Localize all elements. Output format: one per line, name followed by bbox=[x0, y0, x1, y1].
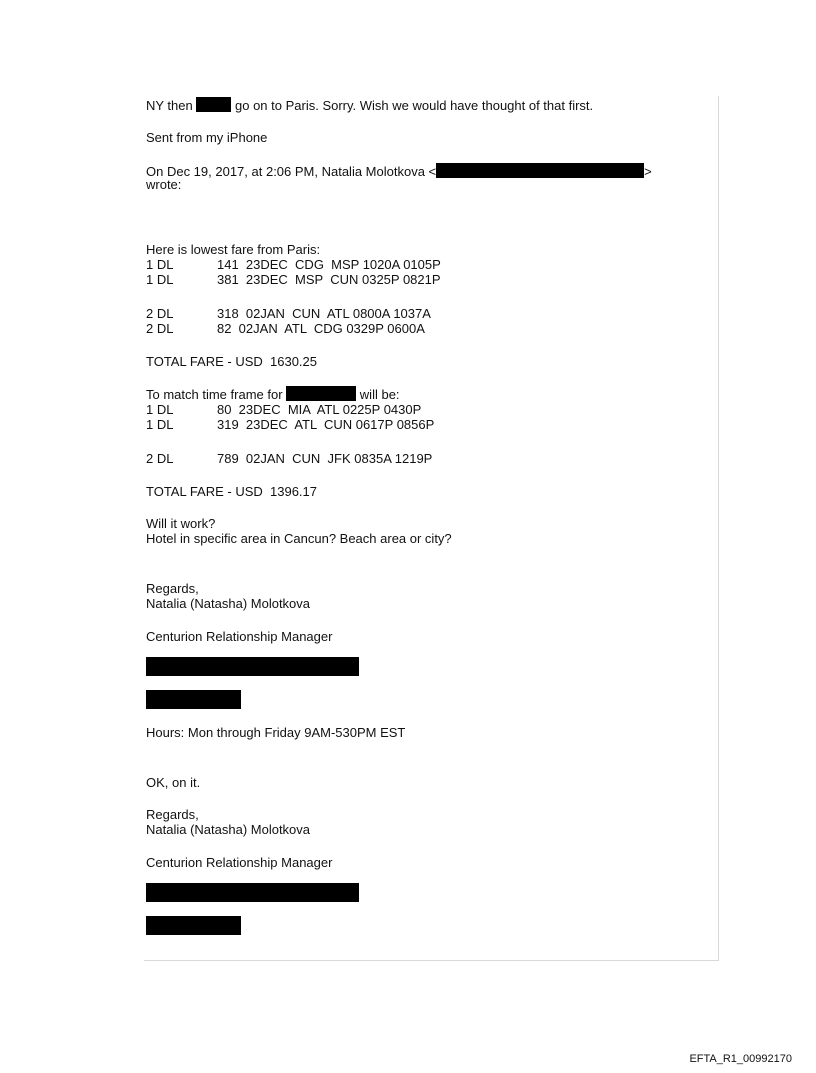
flight-detail: 789 02JAN CUN JFK 0835A 1219P bbox=[217, 451, 433, 466]
flight-row bbox=[146, 272, 441, 287]
match-heading bbox=[146, 386, 400, 402]
flight-code: 2 DL bbox=[146, 451, 174, 466]
regards-line: Regards, bbox=[146, 581, 199, 596]
flight-row bbox=[146, 257, 441, 272]
question-line: Hotel in specific area in Cancun? Beach area or city? bbox=[146, 531, 452, 546]
flight-code: 2 DL bbox=[146, 321, 174, 336]
signature-name: Natalia (Natasha) Molotkova bbox=[146, 596, 311, 611]
flight-detail: 141 23DEC CDG MSP 1020A 0105P bbox=[217, 257, 441, 272]
flight-code: 1 DL bbox=[146, 402, 174, 417]
flight-row bbox=[146, 402, 421, 417]
flight-detail: 319 23DEC ATL CUN 0617P 0856P bbox=[217, 417, 435, 432]
lowest-fare-heading: Here is lowest fare from Paris: bbox=[146, 242, 321, 257]
sent-from-line: Sent from my iPhone bbox=[146, 130, 268, 145]
quote-header-close: > bbox=[644, 164, 652, 179]
quote-header-line bbox=[146, 163, 652, 179]
flight-code: 1 DL bbox=[146, 272, 174, 287]
regards-line: Regards, bbox=[146, 807, 199, 822]
question-line: Will it work? bbox=[146, 516, 216, 531]
flight-detail: 381 23DEC MSP CUN 0325P 0821P bbox=[217, 272, 441, 287]
redacted-block bbox=[146, 883, 359, 902]
intro-text-start: NY then bbox=[146, 98, 193, 113]
flight-detail: 318 02JAN CUN ATL 0800A 1037A bbox=[217, 306, 431, 321]
match-text-end: will be: bbox=[359, 387, 400, 402]
redacted-block bbox=[146, 690, 241, 709]
signature-name: Natalia (Natasha) Molotkova bbox=[146, 822, 311, 837]
redacted-email bbox=[436, 163, 644, 178]
signature-title: Centurion Relationship Manager bbox=[146, 629, 333, 644]
intro-text-end: go on to Paris. Sorry. Wish we would have thought of that first. bbox=[235, 98, 594, 113]
redacted-name bbox=[196, 97, 231, 112]
flight-row bbox=[146, 306, 431, 321]
redacted-name bbox=[286, 386, 356, 401]
redacted-block bbox=[146, 916, 241, 935]
document-id: EFTA_R1_00992170 bbox=[689, 1053, 792, 1065]
quote-header-text: On Dec 19, 2017, at 2:06 PM, Natalia Molotkova < bbox=[146, 164, 437, 179]
flight-row bbox=[146, 451, 432, 466]
intro-line bbox=[146, 97, 593, 113]
hours-line: Hours: Mon through Friday 9AM-530PM EST bbox=[146, 725, 406, 740]
flight-row bbox=[146, 417, 434, 432]
flight-detail: 80 23DEC MIA ATL 0225P 0430P bbox=[217, 402, 422, 417]
signature-title: Centurion Relationship Manager bbox=[146, 855, 333, 870]
match-text-start: To match time frame for bbox=[146, 387, 283, 402]
flight-code: 2 DL bbox=[146, 306, 174, 321]
flight-code: 1 DL bbox=[146, 257, 174, 272]
reply-line: OK, on it. bbox=[146, 775, 201, 790]
flight-row bbox=[146, 321, 425, 336]
flight-code: 1 DL bbox=[146, 417, 174, 432]
wrote-line: wrote: bbox=[146, 177, 182, 192]
total-fare-paris: TOTAL FARE - USD 1630.25 bbox=[146, 354, 317, 369]
redacted-block bbox=[146, 657, 359, 676]
flight-detail: 82 02JAN ATL CDG 0329P 0600A bbox=[217, 321, 425, 336]
total-fare-match: TOTAL FARE - USD 1396.17 bbox=[146, 484, 317, 499]
